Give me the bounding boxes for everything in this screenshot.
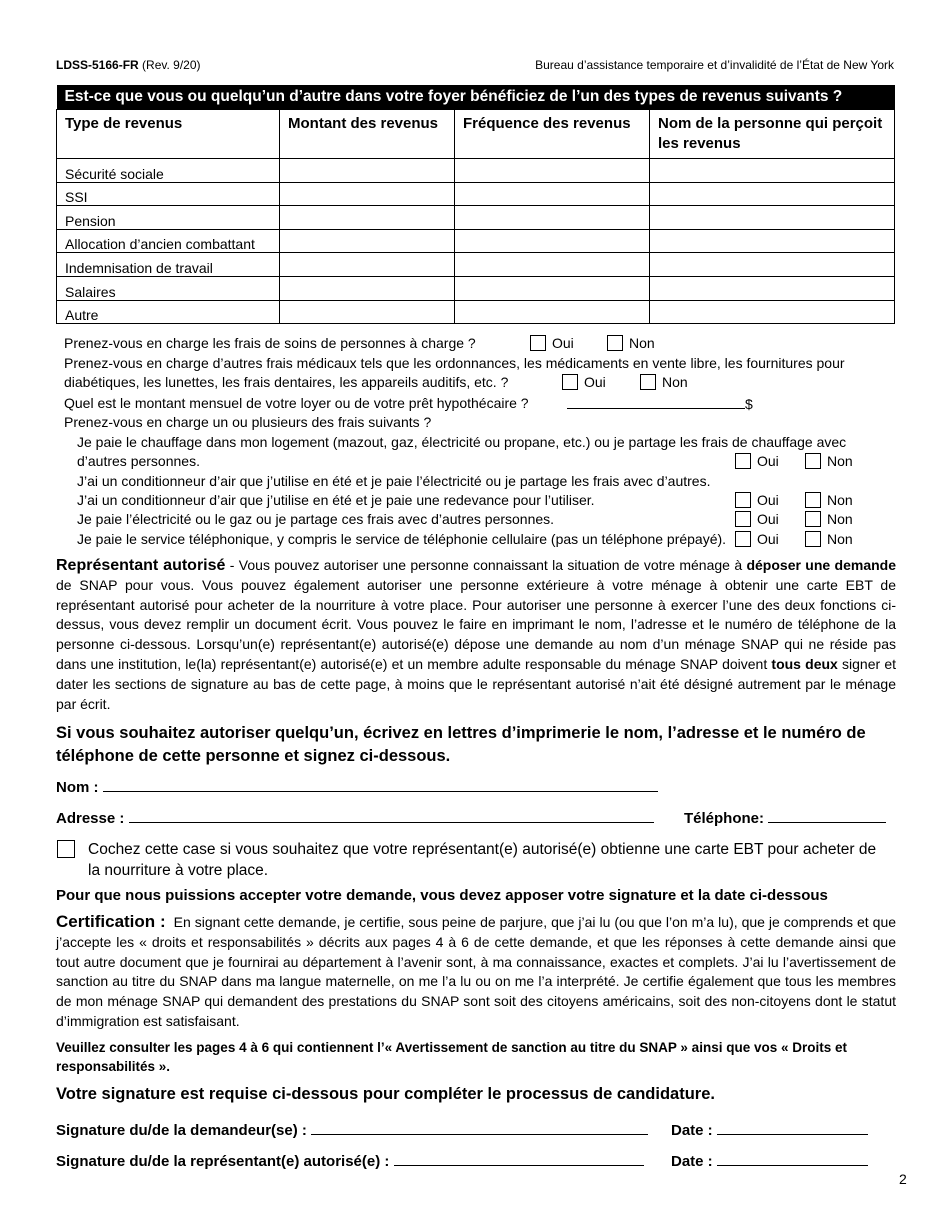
phone-line: Je paie le service téléphonique, y compris le service de téléphonie cellulaire (pas un téléphone prépayé). xyxy=(77,531,727,547)
frequency-cell[interactable] xyxy=(455,300,650,324)
ac-fee-line: J’ai un conditionneur d’air que j’utilise en été et je paie une redevance pour l’utiliser. xyxy=(77,492,595,508)
frequency-cell[interactable] xyxy=(455,182,650,206)
rep-signature-field[interactable] xyxy=(56,1151,644,1170)
amount-cell[interactable] xyxy=(280,159,455,183)
recipient-cell[interactable] xyxy=(650,229,895,253)
electric-gas-line: Je paie l’électricité ou le gaz ou je partage ces frais avec d’autres personnes. xyxy=(77,511,555,527)
recipient-cell[interactable] xyxy=(650,206,895,230)
income-type: Salaires xyxy=(57,276,280,300)
checkbox[interactable] xyxy=(735,531,751,547)
authorized-rep-bold-b: tous deux xyxy=(771,655,838,672)
income-type: Pension xyxy=(57,206,280,230)
rep-address-field[interactable] xyxy=(56,808,654,827)
yes-label: Oui xyxy=(757,453,779,469)
checkbox[interactable] xyxy=(562,374,578,390)
page-number: 2 xyxy=(899,1171,907,1187)
rep-signature-label: Signature du/de la représentant(e) autorisé(e) : xyxy=(56,1153,390,1170)
column-header: Type de revenus xyxy=(57,110,280,159)
recipient-cell[interactable] xyxy=(650,253,895,277)
authorized-rep-text-b: de SNAP pour vous. Vous pouvez également autoriser une personne extérieure à votre ménage à obtenir une carte EBT de représentant autorisé pour acheter de la nourriture à votre place. Pour autoriser une personne à exercer l’une des deux fonctions ci-dessus, vous devez remplir un document écrit. Vous pouvez le faire en imprimant le nom, l’adresse et le numéro de téléphone de la personne ci-dessous. Lorsqu’un(e) représentant(e) autorisé(e) dépose une demande au nom d’un ménage SNAP qui ne réside pas dans une institution, le(la) représentant(e) autorisé(e) et un membre adulte responsable du ménage SNAP doivent xyxy=(56,576,896,672)
certification-note: Veuillez consulter les pages 4 à 6 qui contiennent l’« Avertissement de sanction au titre du SNAP » ainsi que vos « Droits et responsabilités ». xyxy=(56,1040,847,1074)
address-label: Adresse : xyxy=(56,810,125,827)
frequency-cell[interactable] xyxy=(455,253,650,277)
medical-no[interactable] xyxy=(640,373,688,392)
checkbox[interactable] xyxy=(640,374,656,390)
no-label: Non xyxy=(662,374,688,390)
medical-yes[interactable] xyxy=(562,373,606,392)
authorize-instruction: Si vous souhaitez autoriser quelqu’un, écrivez en lettres d’imprimerie le nom, l’adresse et le numéro de téléphone de cette personne et signez ci-dessous. xyxy=(56,724,866,765)
medical-question-line1: Prenez-vous en charge d’autres frais médicaux tels que les ordonnances, les médicaments en vente libre, les fournitures pour xyxy=(64,355,845,371)
heating-line1: Je paie le chauffage dans mon logement (mazout, gaz, électricité ou propane, etc.) ou je partage les frais de chauffage avec xyxy=(77,434,847,450)
rep-signature-line[interactable] xyxy=(394,1151,644,1166)
agency-name: Bureau d’assistance temporaire et d’invalidité de l’État de New York xyxy=(535,58,894,72)
table-row xyxy=(57,253,895,277)
yes-label: Oui xyxy=(584,374,606,390)
name-line[interactable] xyxy=(103,777,658,792)
income-type: Indemnisation de travail xyxy=(57,253,280,277)
income-type: Allocation d’ancien combattant xyxy=(57,229,280,253)
table-row xyxy=(57,182,895,206)
amount-cell[interactable] xyxy=(280,253,455,277)
recipient-cell[interactable] xyxy=(650,182,895,206)
frequency-cell[interactable] xyxy=(455,229,650,253)
applicant-date-field[interactable] xyxy=(671,1120,868,1139)
date-label: Date : xyxy=(671,1153,713,1170)
signature-notice: Pour que nous puissions accepter votre demande, vous devez apposer votre signature et la date ci-dessous xyxy=(56,887,828,904)
rent-amount-line[interactable] xyxy=(567,394,745,409)
applicant-signature-field[interactable] xyxy=(56,1120,648,1139)
ebt-card-checkbox[interactable] xyxy=(57,840,75,858)
ac-fee-yes[interactable] xyxy=(735,491,779,510)
rep-date-field[interactable] xyxy=(671,1151,868,1170)
applicant-signature-label: Signature du/de la demandeur(se) : xyxy=(56,1122,307,1139)
income-table-banner: Est-ce que vous ou quelqu’un d’autre dans votre foyer bénéficiez de l’un des types de revenus suivants ? xyxy=(57,85,895,110)
ebt-checkbox-label: Cochez cette case si vous souhaitez que votre représentant(e) autorisé(e) obtienne une carte EBT pour acheter de la nourriture à votre place. xyxy=(88,841,877,879)
applicant-signature-line[interactable] xyxy=(311,1120,648,1135)
column-header: Montant des revenus xyxy=(280,110,455,159)
column-header: Fréquence des revenus xyxy=(455,110,650,159)
form-id xyxy=(56,58,201,72)
table-row xyxy=(57,159,895,183)
date-label: Date : xyxy=(671,1122,713,1139)
checkbox[interactable] xyxy=(805,511,821,527)
phone-label: Téléphone: xyxy=(684,810,765,827)
recipient-cell[interactable] xyxy=(650,159,895,183)
yes-label: Oui xyxy=(757,531,779,547)
authorized-rep-title: Représentant autorisé xyxy=(56,557,226,574)
frequency-cell[interactable] xyxy=(455,276,650,300)
heating-yes[interactable] xyxy=(735,452,779,471)
amount-cell[interactable] xyxy=(280,276,455,300)
no-label: Non xyxy=(629,335,655,351)
utilities-question: Prenez-vous en charge un ou plusieurs des frais suivants ? xyxy=(64,414,432,430)
authorized-rep-bold-a: déposer une demande xyxy=(746,557,897,573)
certification-text: En signant cette demande, je certifie, sous peine de parjure, que j’ai lu (ou que l’on m’a lu), que je comprends et que j’accepte les « droits et responsabilités » décrits aux pages 4 à 6 de cette demande, et que les réponses à cette demande ainsi que tout autre document que je fournirai au département à l’avenir sont, à ma connaissance, exactes et complets. J’ai lu l’avertissement de sanction au titre du SNAP dans ma langue maternelle, on me l’a lu ou on me l’a interprété. Je certifie également que tous les membres de mon ménage SNAP qui demandent des prestations du SNAP sont soit des citoyens américains, soit des non-citoyens dont le statut d’immigration est satisfaisant. xyxy=(56,914,897,1029)
amount-cell[interactable] xyxy=(280,300,455,324)
heating-no[interactable] xyxy=(805,452,853,471)
phone-no[interactable] xyxy=(805,530,853,549)
table-row xyxy=(57,229,895,253)
no-label: Non xyxy=(827,492,853,508)
table-row xyxy=(57,300,895,324)
authorized-rep-text-a: - Vous pouvez autoriser une personne connaissant la situation de votre ménage à xyxy=(225,557,747,573)
income-type: SSI xyxy=(57,182,280,206)
certification-paragraph xyxy=(56,912,896,1032)
no-label: Non xyxy=(827,531,853,547)
yes-label: Oui xyxy=(757,511,779,527)
medical-question-line2: diabétiques, les lunettes, les frais dentaires, les appareils auditifs, etc. ? xyxy=(64,374,509,390)
certification-title: Certification : xyxy=(56,912,166,931)
income-table-header xyxy=(57,110,895,159)
checkbox[interactable] xyxy=(607,335,623,351)
electric-gas-no[interactable] xyxy=(805,510,853,529)
checkbox[interactable] xyxy=(805,453,821,469)
checkbox[interactable] xyxy=(735,453,751,469)
yes-label: Oui xyxy=(757,492,779,508)
authorized-rep-text-c: signer et dater les sections de signature au bas de cette page, à moins que le représentant autorisé n’ait été désigné autrement par le ménage par écrit. xyxy=(56,655,896,712)
rep-name-field[interactable] xyxy=(56,777,658,796)
income-table xyxy=(56,85,895,324)
phone-line[interactable] xyxy=(768,808,886,823)
income-type: Autre xyxy=(57,300,280,324)
checkbox[interactable] xyxy=(735,492,751,508)
rep-phone-field[interactable] xyxy=(684,808,886,827)
checkbox[interactable] xyxy=(805,492,821,508)
amount-cell[interactable] xyxy=(280,206,455,230)
address-line[interactable] xyxy=(129,808,654,823)
heating-line2: d’autres personnes. xyxy=(77,453,200,469)
checkbox[interactable] xyxy=(530,335,546,351)
ac-fee-no[interactable] xyxy=(805,491,853,510)
signature-required-heading: Votre signature est requise ci-dessous pour compléter le processus de candidature. xyxy=(56,1085,715,1103)
yes-label: Oui xyxy=(552,335,574,351)
authorized-rep-paragraph xyxy=(56,556,896,714)
table-row xyxy=(57,206,895,230)
rep-date-line[interactable] xyxy=(717,1151,868,1166)
dependent-care-yes[interactable] xyxy=(530,334,574,353)
frequency-cell[interactable] xyxy=(455,206,650,230)
table-row xyxy=(57,276,895,300)
no-label: Non xyxy=(827,453,853,469)
amount-cell[interactable] xyxy=(280,229,455,253)
amount-cell[interactable] xyxy=(280,182,455,206)
column-header: Nom de la personne qui perçoit les revenus xyxy=(650,110,895,159)
recipient-cell[interactable] xyxy=(650,276,895,300)
checkbox[interactable] xyxy=(735,511,751,527)
dependent-care-question: Prenez-vous en charge les frais de soins de personnes à charge ? xyxy=(64,335,476,351)
checkbox[interactable] xyxy=(805,531,821,547)
form-revision: (Rev. 9/20) xyxy=(142,58,201,72)
recipient-cell[interactable] xyxy=(650,300,895,324)
no-label: Non xyxy=(827,511,853,527)
dependent-care-no[interactable] xyxy=(607,334,655,353)
phone-yes[interactable] xyxy=(735,530,779,549)
ac-electricity-line: J’ai un conditionneur d’air que j’utilise en été et je paie l’électricité ou je partage les frais avec d’autres. xyxy=(77,473,711,489)
applicant-date-line[interactable] xyxy=(717,1120,868,1135)
frequency-cell[interactable] xyxy=(455,159,650,183)
rent-currency: $ xyxy=(745,396,753,412)
electric-gas-yes[interactable] xyxy=(735,510,779,529)
name-label: Nom : xyxy=(56,779,99,796)
income-type: Sécurité sociale xyxy=(57,159,280,183)
rent-amount-field[interactable] xyxy=(567,394,753,415)
rent-question: Quel est le montant mensuel de votre loyer ou de votre prêt hypothécaire ? xyxy=(64,395,529,411)
form-number: LDSS-5166-FR xyxy=(56,58,139,72)
